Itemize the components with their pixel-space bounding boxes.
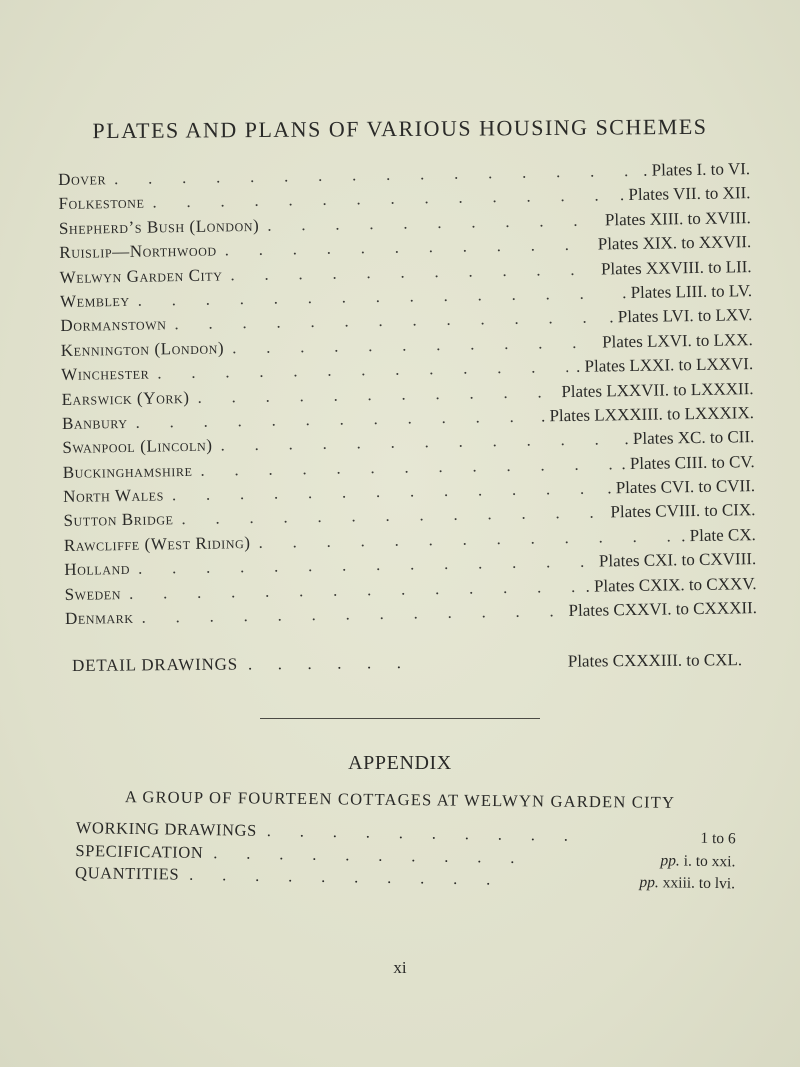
leader-dots — [114, 161, 635, 189]
entry-plates: . Plates LVI. to LXV. — [609, 305, 753, 327]
leader-dots — [197, 382, 553, 408]
entry-name: Banbury — [61, 412, 128, 433]
entry-name: Buckinghamshire — [62, 460, 193, 482]
entry-plates: . Plates LXXXIII. to LXXXIX. — [540, 403, 755, 426]
entry-plates: Plates CXI. to CXVIII. — [598, 549, 757, 571]
entry-name: North Wales — [62, 485, 165, 507]
appendix-item-name: SPECIFICATION — [75, 840, 204, 862]
entry-plates: . Plates CXIX. to CXXV. — [585, 573, 757, 596]
entry-name: Earswick (York) — [61, 387, 190, 409]
entry-plates: Plates LXXVII. to LXXXII. — [561, 378, 754, 401]
page-number: xi — [393, 958, 407, 977]
entry-plates: . Plate CX. — [681, 524, 756, 546]
leader-dots — [267, 210, 597, 235]
detail-name: DETAIL DRAWINGS — [72, 654, 239, 675]
page-title: PLATES AND PLANS OF VARIOUS HOUSING SCHEMES — [92, 113, 708, 144]
entry-name: Sweden — [64, 583, 122, 604]
entry-name: Holland — [64, 559, 131, 580]
entry-name: Dormanstown — [60, 314, 167, 336]
entry-plates: . Plates LIII. to LV. — [621, 281, 753, 303]
entry-name: Swanpool (Lincoln) — [62, 435, 213, 458]
entry-plates: Plates LXVI. to LXX. — [601, 329, 753, 352]
appendix-item-name: WORKING DRAWINGS — [75, 818, 258, 840]
entry-name: Wembley — [59, 290, 130, 311]
appendix-item-ref: pp. xxiii. to lvi. — [639, 873, 736, 893]
entry-name: Winchester — [61, 363, 150, 385]
section-divider — [260, 718, 540, 719]
appendix-title: APPENDIX — [348, 752, 452, 774]
plates-list — [58, 159, 757, 633]
appendix-item-ref: pp. i. to xxi. — [660, 851, 736, 870]
entry-plates: . Plates CIII. to CV. — [621, 451, 755, 473]
entry-name: Rawcliffe (West Riding) — [63, 532, 251, 555]
entry-plates: Plates CVIII. to CIX. — [610, 500, 756, 522]
entry-name: Sutton Bridge — [63, 509, 174, 531]
entry-name: Dover — [58, 169, 107, 189]
entry-name: Ruislip—Northwood — [59, 240, 217, 263]
detail-plates: Plates CXXXIII. to CXL. — [567, 650, 743, 671]
entry-plates: Plates XIII. to XVIII. — [604, 207, 751, 230]
appendix-list — [75, 818, 736, 896]
leader-dots — [248, 652, 558, 675]
entry-name: Kennington (London) — [60, 338, 225, 360]
entry-plates: Plates XXVIII. to LII. — [600, 256, 752, 279]
entry-name: Denmark — [64, 607, 134, 628]
entry-name: Welwyn Garden City — [59, 264, 223, 287]
leader-dots — [230, 259, 593, 285]
entry-plates: . Plates LXXI. to LXXVI. — [575, 354, 754, 377]
appendix-item-name: QUANTITIES — [74, 862, 180, 884]
appendix-item-ref: 1 to 6 — [700, 829, 736, 848]
entry-plates: Plates XIX. to XXVII. — [597, 232, 752, 254]
entry-plates: . Plates VII. to XII. — [619, 183, 751, 205]
leader-dots — [232, 332, 594, 358]
appendix-subtitle: A GROUP OF FOURTEEN COTTAGES AT WELWYN GARDEN CITY — [124, 787, 676, 812]
entry-name: Folkestone — [58, 193, 145, 214]
entry-plates: . Plates XC. to CII. — [624, 427, 755, 449]
detail-drawings-row — [72, 650, 742, 676]
entry-plates: . Plates CVI. to CVII. — [607, 476, 756, 498]
entry-plates: Plates CXXVI. to CXXXII. — [568, 598, 758, 621]
entry-name: Shepherd’s Bush (London) — [58, 215, 260, 238]
entry-plates: . Plates I. to VI. — [643, 159, 751, 180]
